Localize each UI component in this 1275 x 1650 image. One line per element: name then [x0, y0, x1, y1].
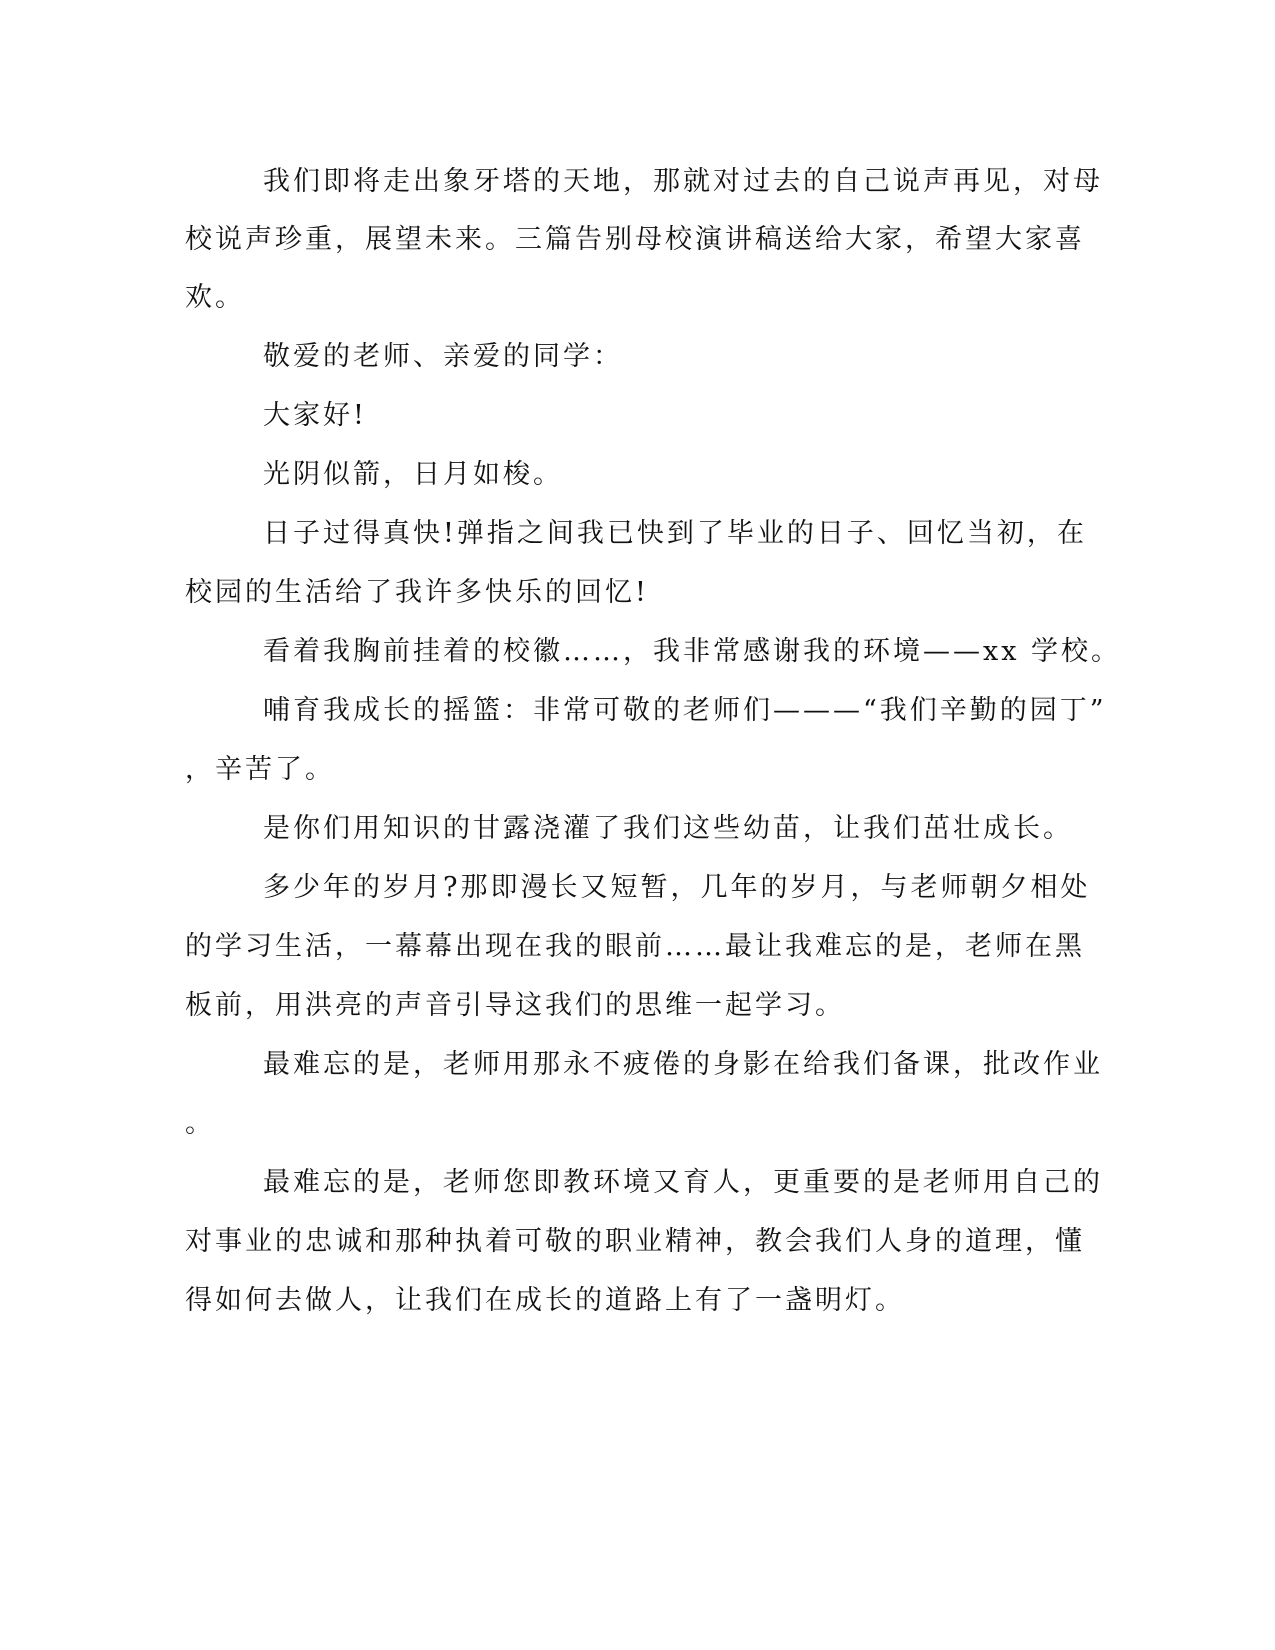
paragraph-line: ，辛苦了。	[185, 754, 335, 785]
paragraph-line: 最难忘的是，老师用那永不疲倦的身影在给我们备课，批改作业	[263, 1049, 1103, 1080]
paragraph-line: 欢。	[185, 282, 245, 313]
paragraph-line: 。	[185, 1108, 215, 1139]
paragraph-line: 板前，用洪亮的声音引导这我们的思维一起学习。	[185, 990, 845, 1021]
paragraph-line: 的学习生活，一幕幕出现在我的眼前……最让我难忘的是，老师在黑	[185, 931, 1085, 962]
paragraph-line: 得如何去做人，让我们在成长的道路上有了一盏明灯。	[185, 1285, 905, 1316]
greeting-line: 大家好!	[263, 400, 367, 431]
paragraph-line: 校说声珍重，展望未来。三篇告别母校演讲稿送给大家，希望大家喜	[185, 224, 1085, 255]
paragraph-line: 哺育我成长的摇篮：非常可敬的老师们———“我们辛勤的园丁”	[263, 695, 1107, 726]
paragraph-line: 最难忘的是，老师您即教环境又育人，更重要的是老师用自己的	[263, 1167, 1103, 1198]
paragraph-line: 看着我胸前挂着的校徽……，我非常感谢我的环境——xx 学校。	[263, 636, 1122, 667]
paragraph-line: 光阴似箭，日月如梭。	[263, 459, 563, 490]
paragraph-line: 校园的生活给了我许多快乐的回忆!	[185, 577, 649, 608]
paragraph-line: 日子过得真快!弹指之间我已快到了毕业的日子、回忆当初，在	[263, 518, 1087, 549]
salutation-line: 敬爱的老师、亲爱的同学：	[263, 341, 623, 372]
paragraph-line: 多少年的岁月?那即漫长又短暂，几年的岁月，与老师朝夕相处	[263, 872, 1091, 903]
paragraph-line: 对事业的忠诚和那种执着可敬的职业精神，教会我们人身的道理，懂	[185, 1226, 1085, 1257]
paragraph-line: 我们即将走出象牙塔的天地，那就对过去的自己说声再见，对母	[263, 166, 1103, 197]
paragraph-line: 是你们用知识的甘露浇灌了我们这些幼苗，让我们茁壮成长。	[263, 813, 1073, 844]
